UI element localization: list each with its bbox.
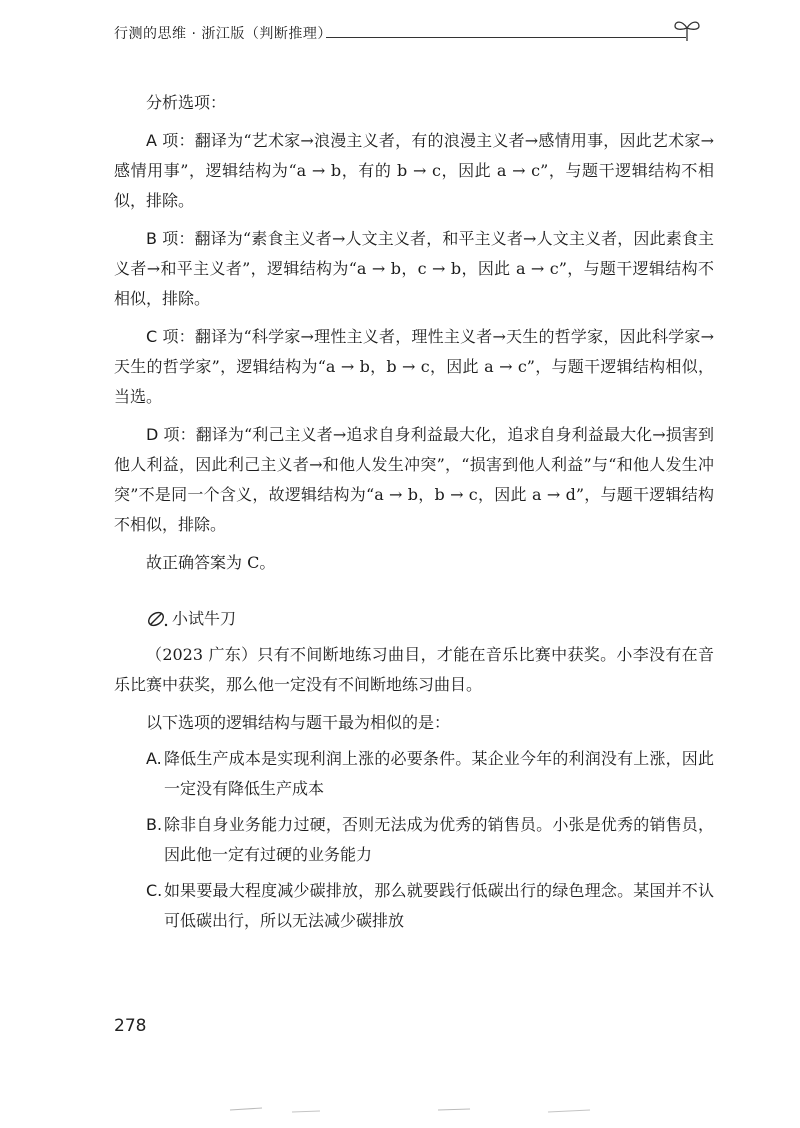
analysis-item-b	[114, 224, 714, 314]
option-c	[146, 876, 714, 936]
analysis-heading: 分析选项：	[146, 93, 227, 112]
header-rule	[326, 37, 686, 38]
practice-prompt: 以下选项的逻辑结构与题干最为相似的是：	[146, 713, 451, 732]
item-label: D 项：	[146, 425, 196, 444]
item-label: B 项：	[146, 229, 195, 248]
practice-section-title	[146, 604, 714, 634]
option-text: 降低生产成本是实现利润上涨的必要条件。某企业今年的利润没有上涨，因此一定没有降低生产成本	[164, 749, 714, 798]
item-label: A 项：	[146, 131, 195, 150]
header-title: 行测的思维 · 浙江版（判断推理）	[114, 26, 332, 42]
scan-artifacts	[0, 1096, 800, 1128]
pencil-icon	[146, 610, 168, 628]
item-text: 翻译为“科学家→理性主义者，理性主义者→天生的哲学家，因此科学家→天生的哲学家”，逻辑结构为“a → b，b → c，因此 a → c”，与题干逻辑结构相似，当选。	[114, 327, 714, 406]
analysis-item-c	[114, 322, 714, 412]
option-letter: C.	[146, 881, 163, 900]
item-text: 翻译为“利己主义者→追求自身利益最大化，追求自身利益最大化→损害到他人利益，因此利己主义者→和他人发生冲突”，“损害到他人利益”与“和他人发生冲突”不是同一个含义，故逻辑结构为“a → b，b → c，因此 a → d”，与题干逻辑结构不相似，排除。	[114, 425, 714, 534]
answer-conclusion: 故正确答案为 C。	[146, 553, 276, 572]
option-b	[146, 810, 714, 870]
analysis-item-a	[114, 126, 714, 216]
item-text: 翻译为“素食主义者→人文主义者，和平主义者→人文主义者，因此素食主义者→和平主义者”，逻辑结构为“a → b，c → b，因此 a → c”，与题干逻辑结构不相似，排除。	[114, 229, 714, 308]
option-letter: A.	[146, 749, 162, 768]
option-letter: B.	[146, 815, 163, 834]
practice-question: （2023 广东）只有不间断地练习曲目，才能在音乐比赛中获奖。小李没有在音乐比赛中获奖，那么他一定没有不间断地练习曲目。	[114, 645, 714, 694]
option-text: 如果要最大程度减少碳排放，那么就要践行低碳出行的绿色理念。某国并不认可低碳出行，所以无法减少碳排放	[164, 881, 714, 930]
item-label: C 项：	[146, 327, 195, 346]
sprout-icon	[672, 17, 702, 43]
running-header	[114, 21, 714, 47]
page-number: 278	[114, 1016, 147, 1036]
analysis-item-d	[114, 420, 714, 540]
item-text: 翻译为“艺术家→浪漫主义者，有的浪漫主义者→感情用事，因此艺术家→感情用事”，逻辑结构为“a → b，有的 b → c，因此 a → c”，与题干逻辑结构不相似，排除。	[114, 131, 714, 210]
page-content	[114, 88, 714, 936]
option-text: 除非自身业务能力过硬，否则无法成为优秀的销售员。小张是优秀的销售员，因此他一定有过硬的业务能力	[164, 815, 714, 864]
option-a	[146, 744, 714, 804]
practice-title: 小试牛刀	[172, 609, 237, 628]
